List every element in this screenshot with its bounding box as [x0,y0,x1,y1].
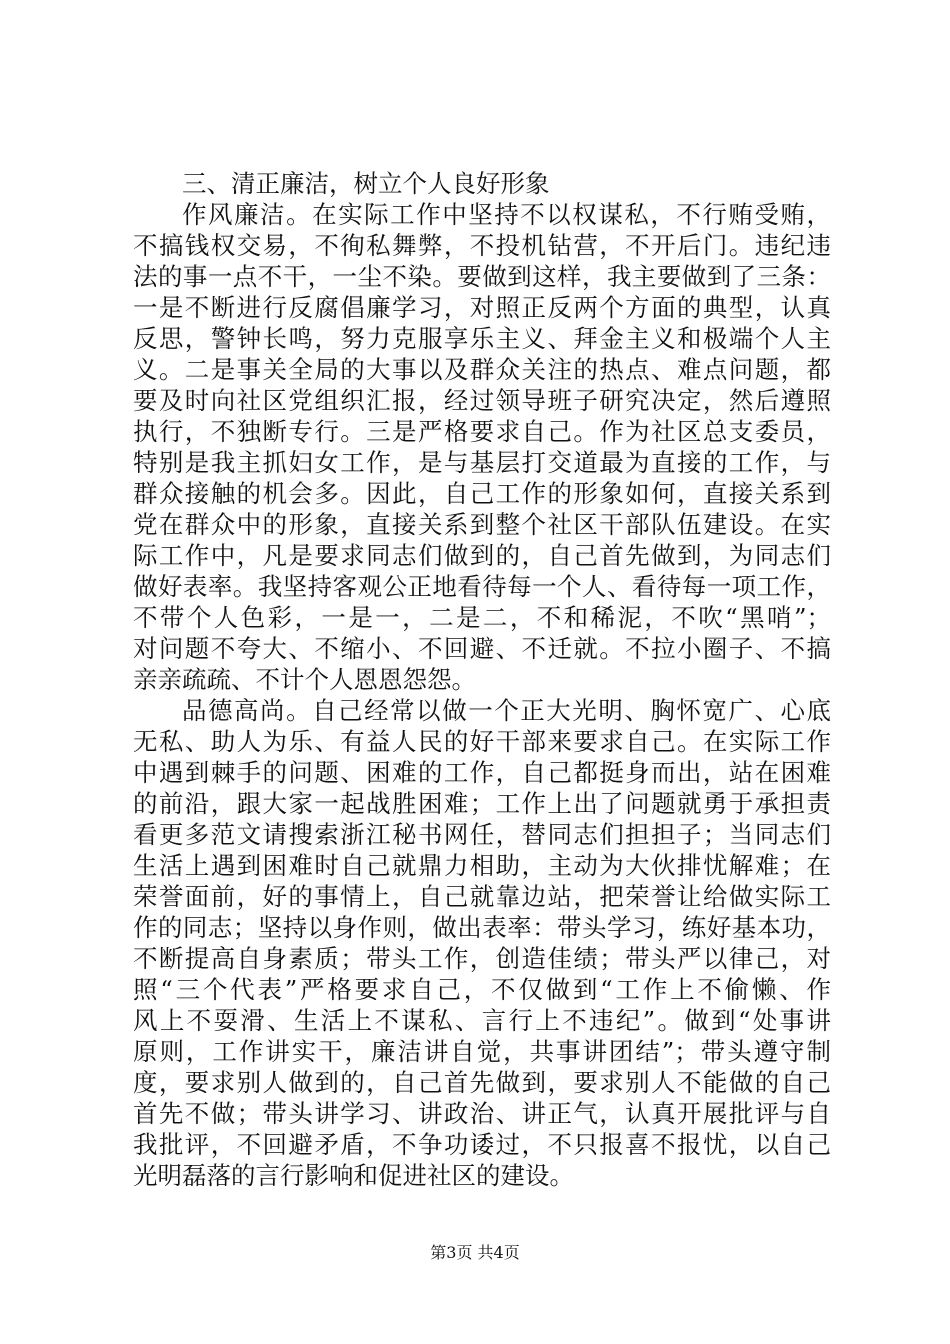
text-line: 法的事一点不干，一尘不染。要做到这样，我主要做到了三条： [133,262,831,291]
text-line: 不带个人色彩，一是一，二是二，不和稀泥，不吹“黑哨”； [133,603,831,632]
document-body [133,168,831,1191]
text-line: 无私、助人为乐、有益人民的好干部来要求自己。在实际工作 [133,727,831,756]
text-line: 亲亲疏疏、不计个人恩恩怨怨。 [133,665,476,694]
text-line: 不断提高自身素质；带头工作，创造佳绩；带头严以律己，对 [133,944,831,973]
text-line: 首先不做；带头讲学习、讲政治、讲正气，认真开展批评与自 [133,1099,831,1128]
text-line: 对问题不夸大、不缩小、不回避、不迁就。不拉小圈子、不搞 [133,634,831,663]
text-line: 度，要求别人做到的，自己首先做到，要求别人不能做的自己 [133,1068,831,1097]
text-line: 群众接触的机会多。因此，自己工作的形象如何，直接关系到 [133,479,831,508]
text-line: 中遇到棘手的问题、困难的工作，自己都挺身而出，站在困难 [133,758,831,787]
text-line: 荣誉面前，好的事情上，自己就靠边站，把荣誉让给做实际工 [133,882,831,911]
text-line: 原则，工作讲实干，廉洁讲自觉，共事讲团结”；带头遵守制 [133,1037,831,1066]
text-line: 特别是我主抓妇女工作，是与基层打交道最为直接的工作，与 [133,448,831,477]
text-line: 际工作中，凡是要求同志们做到的，自己首先做到，为同志们 [133,541,831,570]
text-line: 做好表率。我坚持客观公正地看待每一个人、看待每一项工作， [133,572,831,601]
text-line: 光明磊落的言行影响和促进社区的建设。 [133,1161,574,1190]
page-footer: 第3页 共4页 [430,1243,520,1262]
text-line: 品德高尚。自己经常以做一个正大光明、胸怀宽广、心底 [182,696,831,725]
text-line: 照“三个代表”严格要求自己，不仅做到“工作上不偷懒、作 [133,975,831,1004]
text-line: 生活上遇到困难时自己就鼎力相助，主动为大伙排忧解难；在 [133,851,831,880]
text-line: 一是不断进行反腐倡廉学习，对照正反两个方面的典型，认真 [133,293,831,322]
paragraph-container [133,199,831,1191]
text-line: 作风廉洁。在实际工作中坚持不以权谋私，不行贿受贿， [182,200,831,229]
text-line: 党在群众中的形象，直接关系到整个社区干部队伍建设。在实 [133,510,831,539]
paragraph [133,199,831,695]
text-line: 看更多范文请搜索浙江秘书网任，替同志们担担子；当同志们 [133,820,831,849]
text-line: 风上不耍滑、生活上不谋私、言行上不违纪”。做到“处事讲 [133,1006,831,1035]
text-line: 义。二是事关全局的大事以及群众关注的热点、难点问题，都 [133,355,831,384]
text-line: 作的同志；坚持以身作则，做出表率：带头学习，练好基本功， [133,913,831,942]
text-line: 的前沿，跟大家一起战胜困难；工作上出了问题就勇于承担责 [133,789,831,818]
text-line: 执行，不独断专行。三是严格要求自己。作为社区总支委员， [133,417,831,446]
text-line: 不搞钱权交易，不徇私舞弊，不投机钻营，不开后门。违纪违 [133,231,831,260]
text-line: 反思，警钟长鸣，努力克服享乐主义、拜金主义和极端个人主 [133,324,831,353]
section-heading: 三、清正廉洁，树立个人良好形象 [182,169,550,198]
paragraph [133,695,831,1191]
text-line: 我批评，不回避矛盾，不争功诿过，不只报喜不报忧，以自己 [133,1130,831,1159]
text-line: 要及时向社区党组织汇报，经过领导班子研究决定，然后遵照 [133,386,831,415]
